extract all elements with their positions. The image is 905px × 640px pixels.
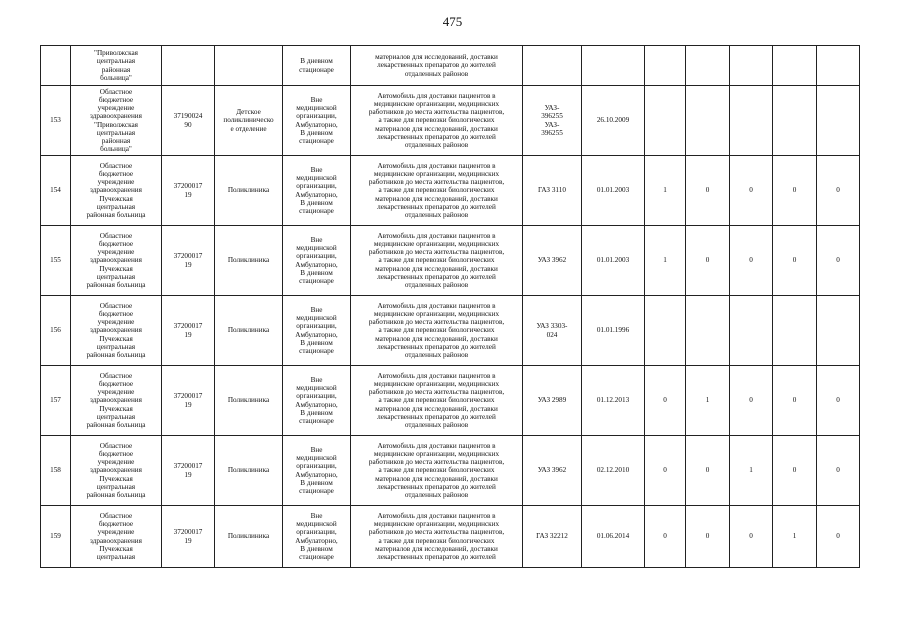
date-cell: 01.12.2013 [582, 366, 645, 436]
count-cell-3: 0 [730, 156, 773, 226]
code-cell: 37200017 19 [162, 156, 215, 226]
count-cell-3 [730, 296, 773, 366]
code-cell [162, 46, 215, 86]
count-cell-1: 0 [645, 506, 686, 568]
count-cell-3: 1 [730, 436, 773, 506]
vehicle-model-cell: ГАЗ 3110 [523, 156, 582, 226]
count-cell-5 [817, 46, 860, 86]
vehicle-purpose-cell: Автомобиль для доставки пациентов в медицинские организации, медицинских работников до места жительства пациентов, а также для перевозки биологических материалов для исследований, доставки лекарственных препаратов до жителей отдаленных районов [351, 296, 523, 366]
table-row [41, 86, 860, 156]
vehicle-purpose-cell: материалов для исследований, доставки лекарственных препаратов до жителей отдаленных районов [351, 46, 523, 86]
row-number-cell: 158 [41, 436, 71, 506]
row-number-cell: 154 [41, 156, 71, 226]
count-cell-4: 0 [773, 156, 817, 226]
count-cell-2 [686, 46, 730, 86]
unit-cell: Поликлиника [215, 366, 283, 436]
organization-cell: Областное бюджетное учреждение здравоохранения Пучежская центральная районная больница [71, 436, 162, 506]
code-cell: 37200017 19 [162, 296, 215, 366]
vehicle-model-cell: УАЗ 3303- 024 [523, 296, 582, 366]
unit-cell: Поликлиника [215, 296, 283, 366]
count-cell-5 [817, 296, 860, 366]
count-cell-2: 0 [686, 156, 730, 226]
vehicle-model-cell: УАЗ 3962 [523, 226, 582, 296]
page-number: 475 [442, 14, 463, 29]
table-row [41, 46, 860, 86]
count-cell-2: 0 [686, 226, 730, 296]
date-cell: 01.06.2014 [582, 506, 645, 568]
organization-cell: Областное бюджетное учреждение здравоохранения Пучежская центральная районная больница [71, 156, 162, 226]
organization-cell: Областное бюджетное учреждение здравоохранения Пучежская центральная районная больница [71, 226, 162, 296]
count-cell-2: 0 [686, 506, 730, 568]
unit-cell: Поликлиника [215, 226, 283, 296]
vehicle-purpose-cell: Автомобиль для доставки пациентов в медицинские организации, медицинских работников до места жительства пациентов, а также для перевозки биологических материалов для исследований, доставки лекарственных препаратов до жителей отдаленных районов [351, 156, 523, 226]
count-cell-5: 0 [817, 436, 860, 506]
count-cell-2 [686, 296, 730, 366]
date-cell: 01.01.2003 [582, 156, 645, 226]
date-cell: 02.12.2010 [582, 436, 645, 506]
table-row [41, 366, 860, 436]
count-cell-4 [773, 86, 817, 156]
count-cell-2: 0 [686, 436, 730, 506]
count-cell-4 [773, 46, 817, 86]
count-cell-2 [686, 86, 730, 156]
organization-cell: Областное бюджетное учреждение здравоохранения Пучежская центральная районная больница [71, 366, 162, 436]
row-number-cell: 159 [41, 506, 71, 568]
count-cell-5: 0 [817, 366, 860, 436]
vehicle-purpose-cell: Автомобиль для доставки пациентов в медицинские организации, медицинских работников до места жительства пациентов, а также для перевозки биологических материалов для исследований, доставки лекарственных препаратов до жителей отдаленных районов [351, 226, 523, 296]
row-number-cell: 153 [41, 86, 71, 156]
count-cell-4 [773, 296, 817, 366]
count-cell-5: 0 [817, 506, 860, 568]
vehicle-model-cell: УАЗ- 396255 УАЗ- 396255 [523, 86, 582, 156]
count-cell-3: 0 [730, 506, 773, 568]
care-conditions-cell: В дневном стационаре [283, 46, 351, 86]
unit-cell: Поликлиника [215, 436, 283, 506]
code-cell: 37200017 19 [162, 366, 215, 436]
count-cell-5: 0 [817, 156, 860, 226]
code-cell: 37200017 19 [162, 226, 215, 296]
count-cell-1 [645, 46, 686, 86]
vehicle-purpose-cell: Автомобиль для доставки пациентов в медицинские организации, медицинских работников до места жительства пациентов, а также для перевозки биологических материалов для исследований, доставки лекарственных препаратов до жителей отдаленных районов [351, 86, 523, 156]
row-number-cell: 157 [41, 366, 71, 436]
care-conditions-cell: Вне медицинской организации, Амбулаторно, В дневном стационаре [283, 506, 351, 568]
table-row [41, 156, 860, 226]
vehicle-registry-table [40, 45, 860, 568]
count-cell-4: 0 [773, 226, 817, 296]
row-number-cell [41, 46, 71, 86]
table-row [41, 436, 860, 506]
count-cell-4: 0 [773, 436, 817, 506]
code-cell: 37200017 19 [162, 506, 215, 568]
organization-cell: "Приволжская центральная районная больница" [71, 46, 162, 86]
count-cell-5 [817, 86, 860, 156]
care-conditions-cell: Вне медицинской организации, Амбулаторно, В дневном стационаре [283, 436, 351, 506]
count-cell-5: 0 [817, 226, 860, 296]
unit-cell: Поликлиника [215, 506, 283, 568]
row-number-cell: 156 [41, 296, 71, 366]
code-cell: 37200017 19 [162, 436, 215, 506]
count-cell-1: 1 [645, 156, 686, 226]
vehicle-purpose-cell: Автомобиль для доставки пациентов в медицинские организации, медицинских работников до места жительства пациентов, а также для перевозки биологических материалов для исследований, доставки лекарственных препаратов до жителей отдаленных районов [351, 366, 523, 436]
count-cell-3: 0 [730, 366, 773, 436]
count-cell-2: 1 [686, 366, 730, 436]
count-cell-3 [730, 46, 773, 86]
organization-cell: Областное бюджетное учреждение здравоохранения "Приволжская центральная районная больница" [71, 86, 162, 156]
count-cell-1: 0 [645, 366, 686, 436]
count-cell-1 [645, 86, 686, 156]
date-cell: 01.01.1996 [582, 296, 645, 366]
count-cell-1: 1 [645, 226, 686, 296]
vehicle-purpose-cell: Автомобиль для доставки пациентов в медицинские организации, медицинских работников до места жительства пациентов, а также для перевозки биологических материалов для исследований, доставки лекарственных препаратов до жителей [351, 506, 523, 568]
count-cell-3: 0 [730, 226, 773, 296]
table-row [41, 506, 860, 568]
date-cell [582, 46, 645, 86]
unit-cell: Детское поликлиническо е отделение [215, 86, 283, 156]
unit-cell: Поликлиника [215, 156, 283, 226]
care-conditions-cell: Вне медицинской организации, Амбулаторно, В дневном стационаре [283, 366, 351, 436]
vehicle-model-cell [523, 46, 582, 86]
date-cell: 26.10.2009 [582, 86, 645, 156]
care-conditions-cell: Вне медицинской организации, Амбулаторно, В дневном стационаре [283, 86, 351, 156]
vehicle-purpose-cell: Автомобиль для доставки пациентов в медицинские организации, медицинских работников до места жительства пациентов, а также для перевозки биологических материалов для исследований, доставки лекарственных препаратов до жителей отдаленных районов [351, 436, 523, 506]
table-row [41, 296, 860, 366]
care-conditions-cell: Вне медицинской организации, Амбулаторно, В дневном стационаре [283, 296, 351, 366]
table-row [41, 226, 860, 296]
organization-cell: Областное бюджетное учреждение здравоохранения Пучежская центральная районная больница [71, 296, 162, 366]
care-conditions-cell: Вне медицинской организации, Амбулаторно, В дневном стационаре [283, 226, 351, 296]
care-conditions-cell: Вне медицинской организации, Амбулаторно, В дневном стационаре [283, 156, 351, 226]
vehicle-model-cell: УАЗ 2989 [523, 366, 582, 436]
unit-cell [215, 46, 283, 86]
code-cell: 37190024 90 [162, 86, 215, 156]
count-cell-1 [645, 296, 686, 366]
count-cell-3 [730, 86, 773, 156]
date-cell: 01.01.2003 [582, 226, 645, 296]
count-cell-4: 1 [773, 506, 817, 568]
row-number-cell: 155 [41, 226, 71, 296]
organization-cell: Областное бюджетное учреждение здравоохранения Пучежская центральная [71, 506, 162, 568]
count-cell-1: 0 [645, 436, 686, 506]
count-cell-4: 0 [773, 366, 817, 436]
vehicle-model-cell: ГАЗ 32212 [523, 506, 582, 568]
vehicle-model-cell: УАЗ 3962 [523, 436, 582, 506]
